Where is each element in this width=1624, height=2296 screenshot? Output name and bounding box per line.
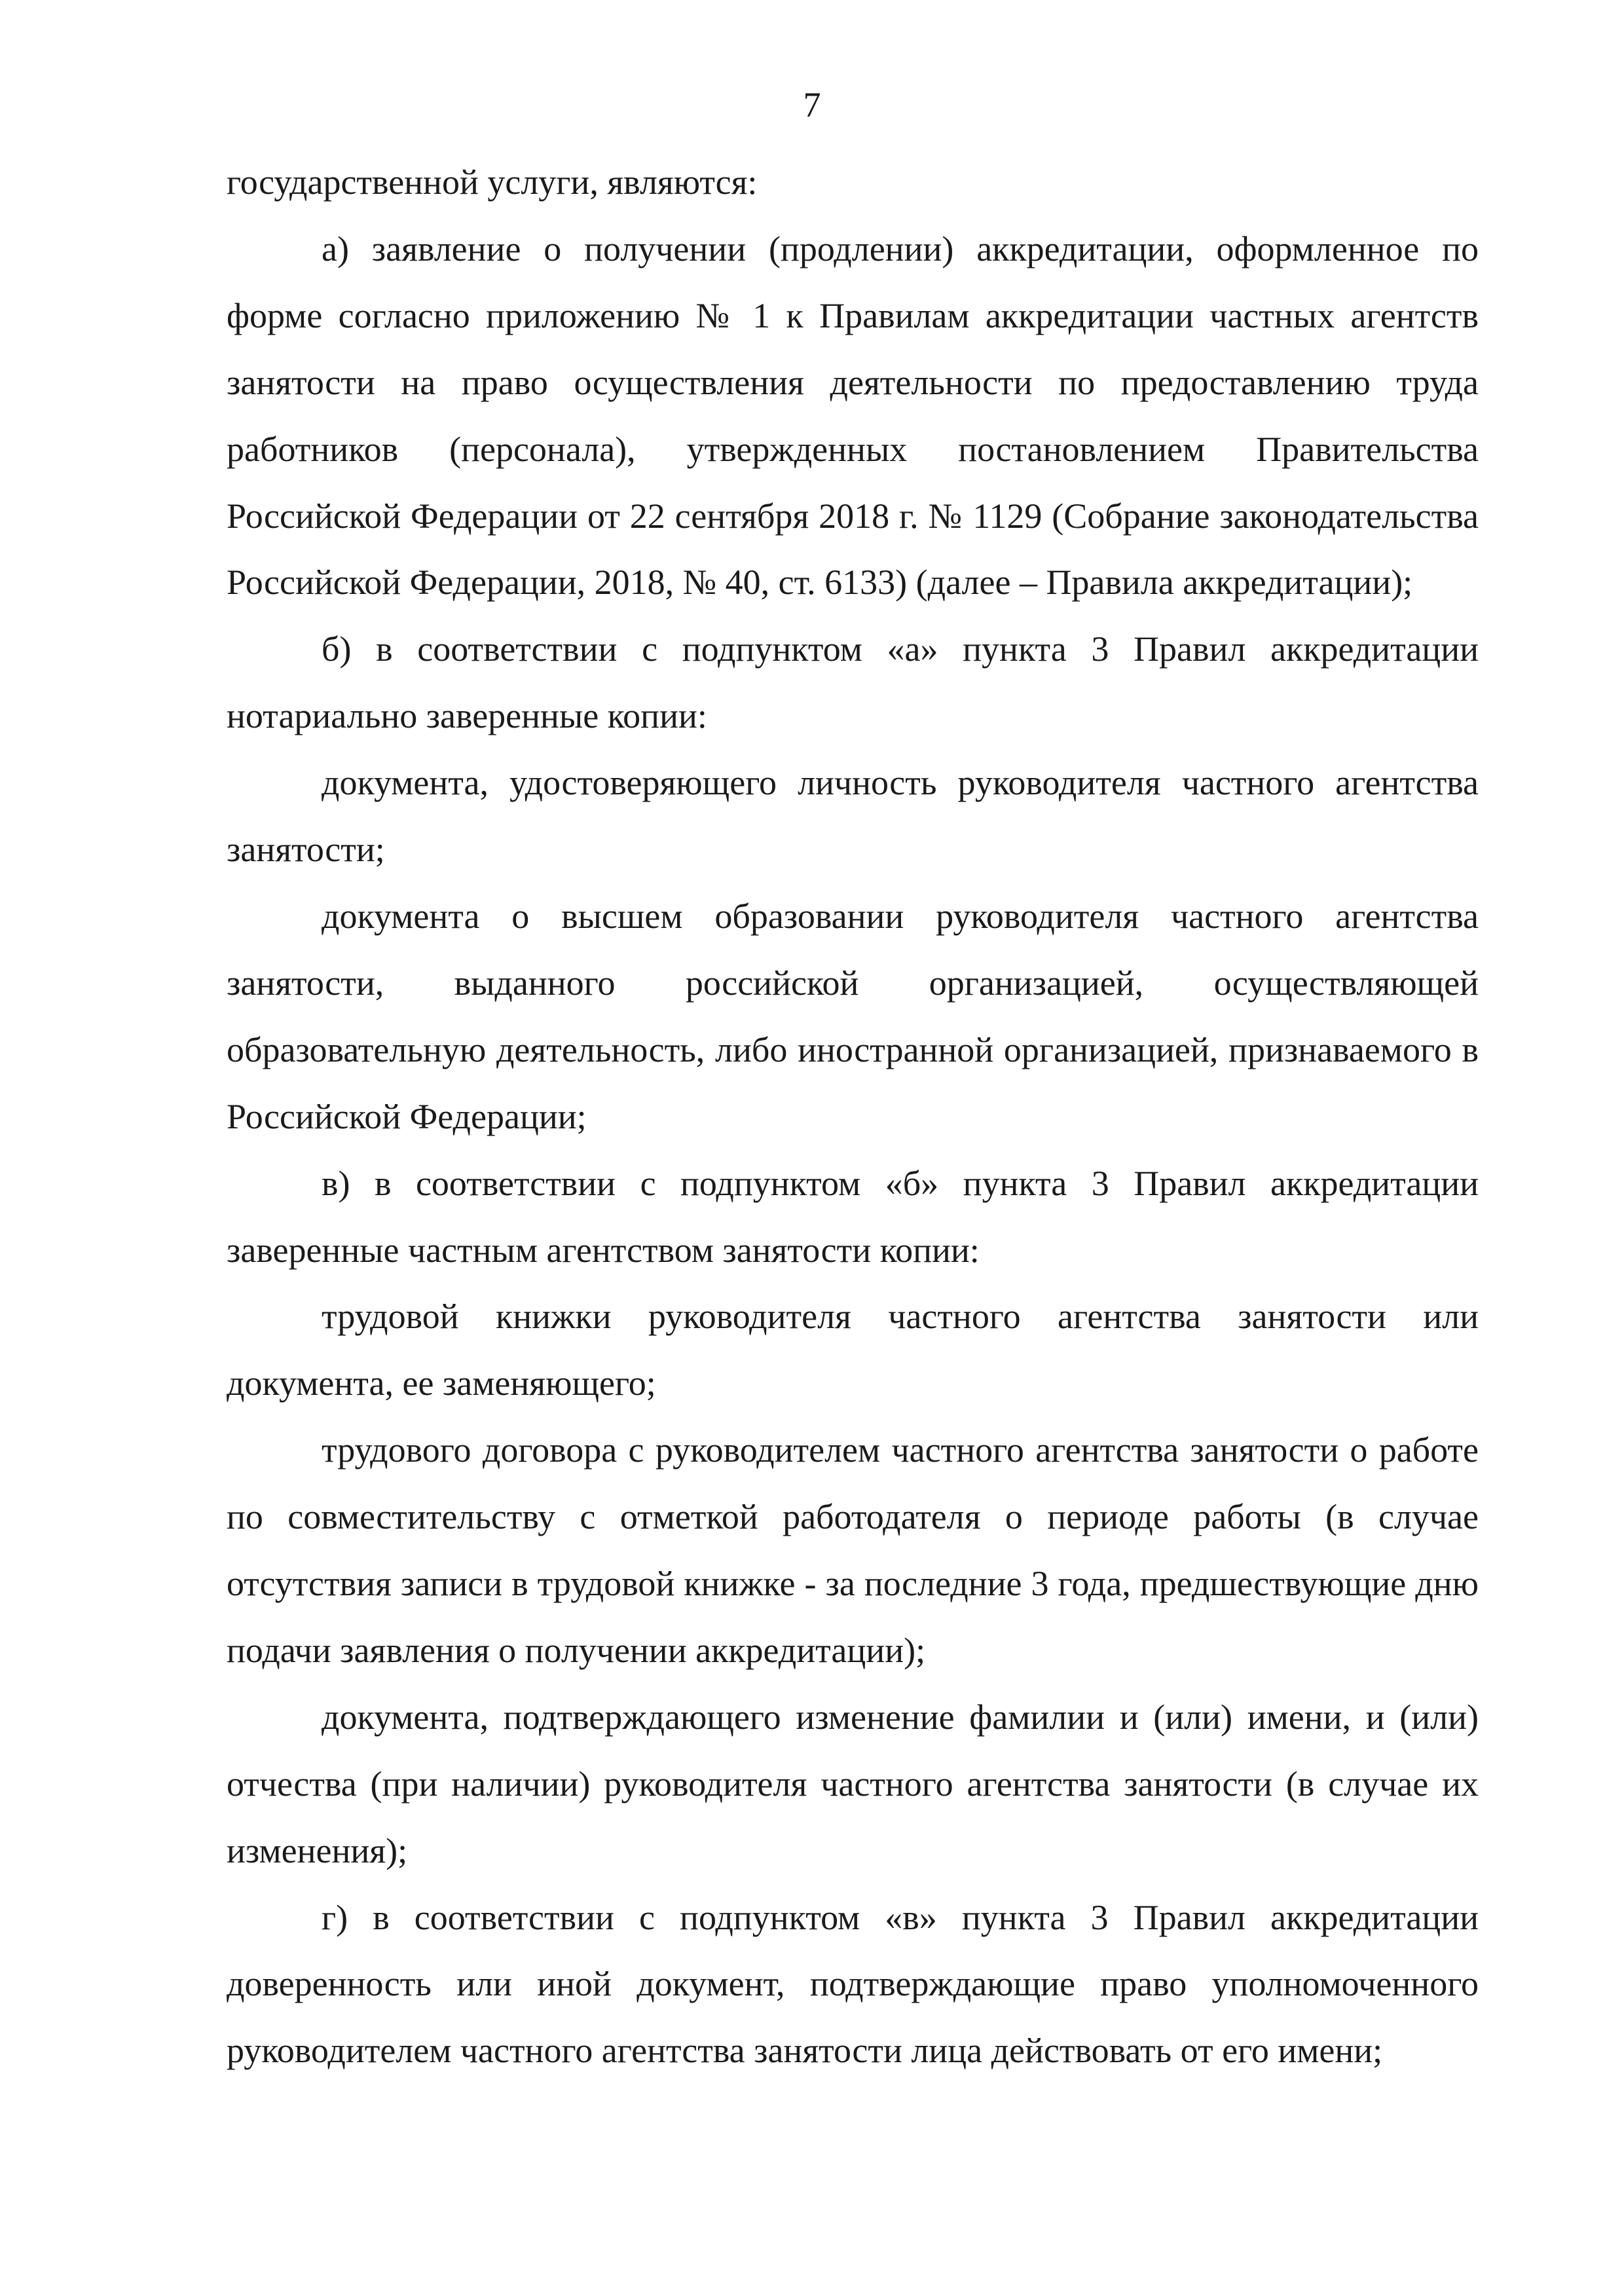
paragraph-continuation: государственной услуги, являются: <box>227 162 758 202</box>
paragraph-item-v-name-change-document: документа, подтверждающего изменение фамилии и (или) имени, и (или) отчества (при наличии) руководителя частного агентства занятости (в случае их изменения); <box>227 1697 1479 1870</box>
paragraph-item-v-employment-contract: трудового договора с руководителем частного агентства занятости о работе по совместительству с отметкой работодателя о периоде работы (в случае отсутствия записи в трудовой книжке - за последние 3 года, предшествующие дню подачи заявления о получении аккредитации); <box>227 1430 1479 1670</box>
paragraph-item-b: б) в соответствии с подпунктом «а» пункта 3 Правил аккредитации нотариально заверенные копии: <box>227 629 1479 736</box>
paragraph-item-a: а) заявление о получении (продлении) аккредитации, оформленное по форме согласно приложению № 1 к Правилам аккредитации частных агентств занятости на право осуществления деятельности по предоставлению труда работников (персонала), утвержденных постановлением Правительства Российской Федерации от 22 сентября 2018 г. № 1129 (Собрание законодательства Российской Федерации, 2018, № 40, ст. 6133) (далее – Правила аккредитации); <box>227 229 1479 602</box>
document-body <box>227 149 1479 2084</box>
paragraph-item-v: в) в соответствии с подпунктом «б» пункта 3 Правил аккредитации заверенные частным агентством занятости копии: <box>227 1163 1479 1270</box>
page-number: 7 <box>803 85 821 124</box>
paragraph-item-b-identity-document: документа, удостоверяющего личность руководителя частного агентства занятости; <box>227 763 1479 870</box>
paragraph-item-v-work-book: трудовой книжки руководителя частного агентства занятости или документа, ее заменяющего; <box>227 1297 1479 1403</box>
paragraph-item-b-education-document: документа о высшем образовании руководителя частного агентства занятости, выданного российской организацией, осуществляющей образовательную деятельность, либо иностранной организацией, признаваемого в Российской Федерации; <box>227 896 1479 1136</box>
paragraph-item-g: г) в соответствии с подпунктом «в» пункта 3 Правил аккредитации доверенность или иной документ, подтверждающие право уполномоченного руководителем частного агентства занятости лица действовать от его имени; <box>227 1897 1479 2071</box>
